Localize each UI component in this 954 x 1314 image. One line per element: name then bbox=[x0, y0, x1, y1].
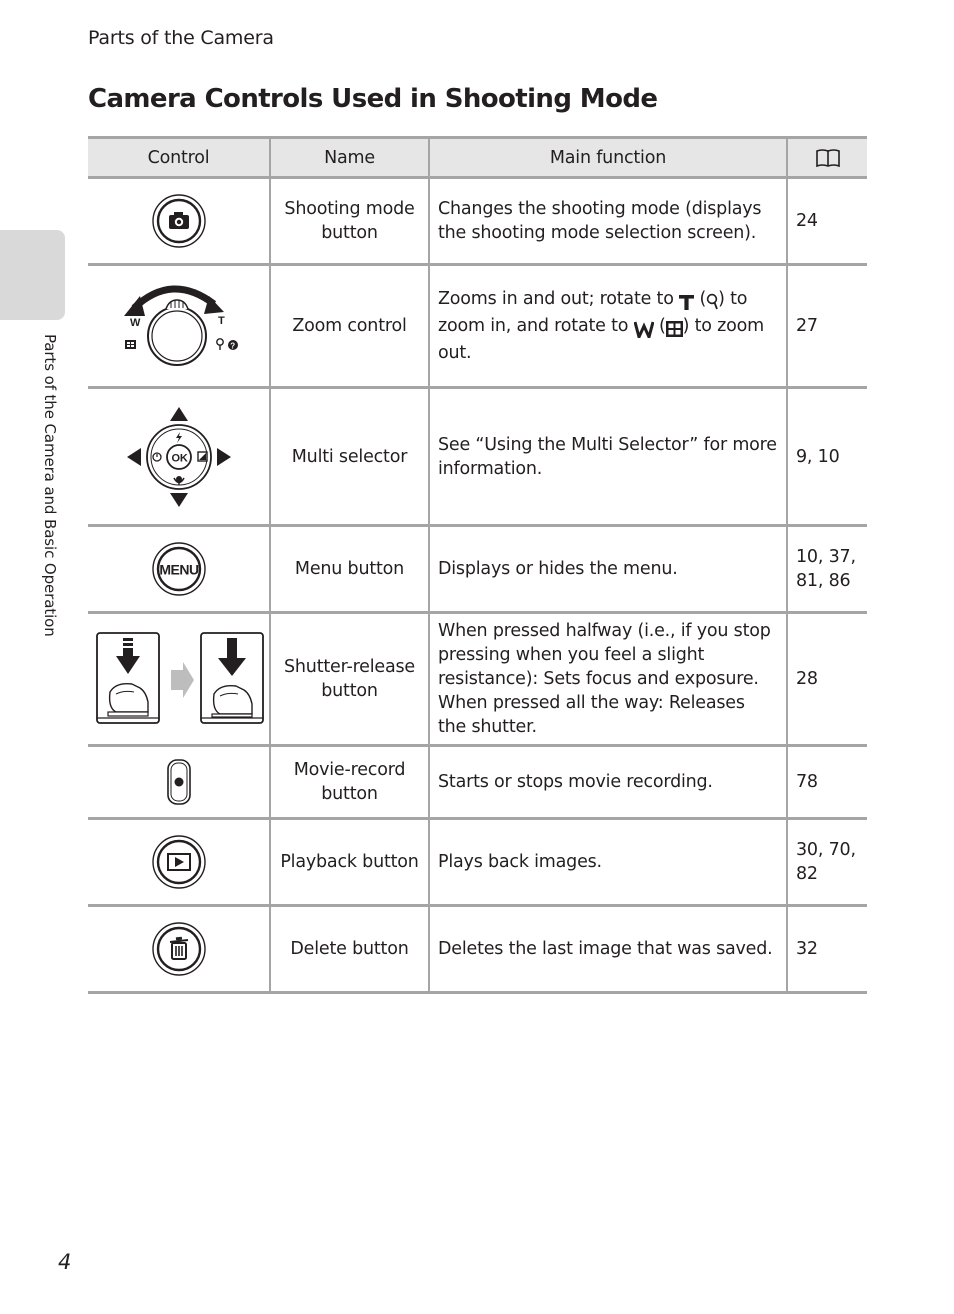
control-function: Changes the shooting mode (displays the shooting mode selection screen). bbox=[429, 178, 787, 265]
control-name: Menu button bbox=[270, 526, 429, 613]
multi-selector-icon bbox=[125, 405, 233, 509]
page-ref: 28 bbox=[787, 613, 867, 746]
svg-text:?: ? bbox=[229, 341, 235, 351]
control-function: Deletes the last image that was saved. bbox=[429, 906, 787, 993]
control-function: Starts or stops movie recording. bbox=[429, 746, 787, 819]
table-row bbox=[88, 613, 867, 746]
magnify-icon bbox=[706, 290, 718, 314]
control-name: Zoom control bbox=[270, 265, 429, 388]
playback-button-icon bbox=[151, 834, 207, 890]
controls-table bbox=[88, 136, 867, 994]
control-cell bbox=[88, 613, 270, 746]
control-function: Zooms in and out; rotate to ( ) to zoom in, and rotate to ( ) to zoom out. bbox=[429, 265, 787, 388]
table-row bbox=[88, 388, 867, 526]
book-icon bbox=[814, 147, 842, 169]
control-cell bbox=[88, 526, 270, 613]
control-function: When pressed halfway (i.e., if you stop pressing when you feel a slight resistance): Sets focus and exposure. When pressed all the way: Releases the shutter. bbox=[429, 613, 787, 746]
col-header-name: Name bbox=[270, 138, 429, 178]
control-name: Delete button bbox=[270, 906, 429, 993]
page-ref: 32 bbox=[787, 906, 867, 993]
control-function: Displays or hides the menu. bbox=[429, 526, 787, 613]
section-header: Parts of the Camera bbox=[88, 27, 274, 49]
control-function: Plays back images. bbox=[429, 819, 787, 906]
tele-t-icon bbox=[679, 290, 694, 314]
control-name: Playback button bbox=[270, 819, 429, 906]
page-ref: 78 bbox=[787, 746, 867, 819]
arrow-icon bbox=[171, 662, 194, 698]
help-small-icon bbox=[228, 340, 238, 351]
delete-button-icon bbox=[151, 921, 207, 977]
zoom-w-label: W bbox=[129, 317, 140, 329]
page-title: Camera Controls Used in Shooting Mode bbox=[88, 84, 658, 114]
half-press-panel bbox=[97, 633, 159, 723]
side-tab-label-wrap bbox=[38, 334, 62, 664]
col-header-control: Control bbox=[88, 138, 270, 178]
page-number: 4 bbox=[58, 1250, 72, 1274]
control-cell bbox=[88, 265, 270, 388]
camera-button-icon bbox=[151, 193, 207, 249]
table-row bbox=[88, 746, 867, 819]
table-row bbox=[88, 265, 867, 388]
table-row bbox=[88, 819, 867, 906]
control-cell bbox=[88, 906, 270, 993]
table-row bbox=[88, 178, 867, 265]
control-function: See “Using the Multi Selector” for more information. bbox=[429, 388, 787, 526]
control-cell bbox=[88, 746, 270, 819]
shutter-release-icon bbox=[96, 632, 266, 726]
thumbnail-icon bbox=[666, 317, 683, 341]
zoom-control-icon bbox=[114, 276, 244, 376]
table-row bbox=[88, 906, 867, 993]
control-name: Multi selector bbox=[270, 388, 429, 526]
side-tab bbox=[0, 230, 65, 320]
full-press-panel bbox=[201, 633, 263, 723]
movie-record-icon bbox=[166, 758, 192, 806]
page-ref: 9, 10 bbox=[787, 388, 867, 526]
table-row bbox=[88, 526, 867, 613]
control-name: Shutter-release button bbox=[270, 613, 429, 746]
zoom-t-label: T bbox=[217, 315, 225, 327]
control-cell bbox=[88, 819, 270, 906]
control-cell bbox=[88, 388, 270, 526]
col-header-page-ref bbox=[787, 138, 867, 178]
side-tab-label: Parts of the Camera and Basic Operation bbox=[41, 334, 59, 637]
wide-w-icon bbox=[634, 317, 654, 341]
control-name: Shooting mode button bbox=[270, 178, 429, 265]
col-header-function: Main function bbox=[429, 138, 787, 178]
page-ref: 30, 70, 82 bbox=[787, 819, 867, 906]
table-header-row bbox=[88, 138, 867, 178]
control-cell bbox=[88, 178, 270, 265]
menu-button-icon bbox=[151, 541, 207, 597]
menu-label: MENU bbox=[158, 561, 199, 578]
thumbnail-small-icon bbox=[125, 340, 136, 349]
control-name: Movie-record button bbox=[270, 746, 429, 819]
page-ref: 24 bbox=[787, 178, 867, 265]
page-ref: 27 bbox=[787, 265, 867, 388]
magnify-small-icon bbox=[216, 339, 222, 350]
ok-label: OK bbox=[171, 452, 188, 464]
page-ref: 10, 37, 81, 86 bbox=[787, 526, 867, 613]
